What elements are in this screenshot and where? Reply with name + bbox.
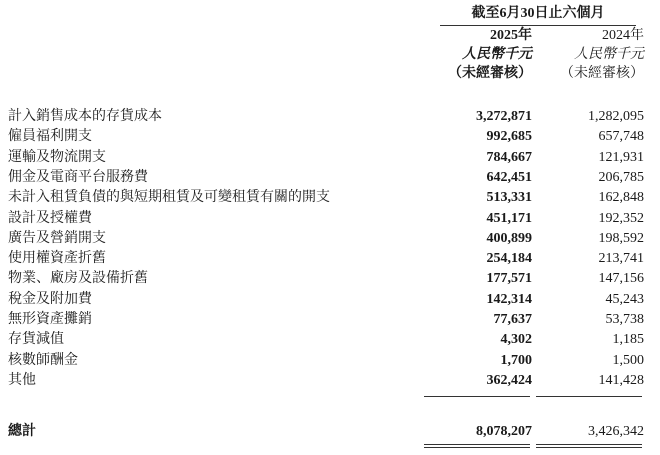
- row-label: 物業、廠房及設備折舊: [8, 271, 148, 286]
- row-label: 核數師酬金: [8, 353, 78, 368]
- year-2024-heading: 2024年: [602, 28, 644, 43]
- row-value-2025: 642,451: [486, 170, 532, 185]
- row-value-2025: 451,171: [486, 211, 532, 226]
- row-value-2024: 1,185: [612, 332, 644, 347]
- row-value-2025: 177,571: [486, 271, 532, 286]
- row-value-2025: 362,424: [486, 373, 532, 388]
- row-value-2025: 784,667: [486, 150, 532, 165]
- total-label: 總計: [8, 424, 36, 439]
- row-value-2024: 147,156: [598, 271, 644, 286]
- total-double-rule-2024-bottom: [536, 447, 642, 448]
- table-row: [0, 269, 660, 289]
- table-row: [0, 290, 660, 310]
- row-value-2024: 198,592: [598, 231, 644, 246]
- total-value-2024: 3,426,342: [588, 424, 644, 439]
- period-heading: 截至6月30日止六個月: [471, 6, 605, 21]
- table-row: [0, 330, 660, 350]
- subtotal-rule-2025: [424, 396, 530, 397]
- table-row: [0, 168, 660, 188]
- row-value-2025: 513,331: [486, 190, 532, 205]
- row-label: 使用權資產折舊: [8, 251, 106, 266]
- row-value-2025: 992,685: [486, 129, 532, 144]
- table-row: [0, 249, 660, 269]
- row-value-2025: 400,899: [486, 231, 532, 246]
- table-row: [0, 148, 660, 168]
- row-value-2024: 162,848: [598, 190, 644, 205]
- row-value-2024: 53,738: [605, 312, 644, 327]
- year-2025-heading: 2025年: [490, 28, 532, 43]
- row-value-2025: 4,302: [500, 332, 532, 347]
- row-value-2025: 3,272,871: [476, 109, 532, 124]
- total-value-2025: 8,078,207: [476, 424, 532, 439]
- row-label: 其他: [8, 373, 36, 388]
- row-label: 廣告及營銷開支: [8, 231, 106, 246]
- row-value-2024: 141,428: [598, 373, 644, 388]
- row-label: 僱員福利開支: [8, 129, 92, 144]
- row-value-2025: 77,637: [493, 312, 532, 327]
- table-row: [0, 209, 660, 229]
- table-row: [0, 229, 660, 249]
- row-label: 未計入租賃負債的與短期租賃及可變租賃有關的開支: [8, 190, 330, 205]
- total-double-rule-2024-top: [536, 444, 642, 445]
- table-row: [0, 351, 660, 371]
- audit-status-2025: （未經審核）: [448, 66, 532, 81]
- table-row: [0, 371, 660, 391]
- table-row: [0, 188, 660, 208]
- period-underline: [440, 25, 636, 26]
- row-label: 無形資產攤銷: [8, 312, 92, 327]
- row-label: 運輸及物流開支: [8, 150, 106, 165]
- table-row: [0, 310, 660, 330]
- row-label: 稅金及附加費: [8, 292, 92, 307]
- row-value-2024: 192,352: [598, 211, 644, 226]
- row-value-2024: 657,748: [598, 129, 644, 144]
- table-row: [0, 127, 660, 147]
- audit-status-2024: （未經審核）: [560, 66, 644, 81]
- table-row: [0, 107, 660, 127]
- row-label: 佣金及電商平台服務費: [8, 170, 148, 185]
- total-double-rule-2025-top: [424, 444, 530, 445]
- total-row: [0, 422, 660, 442]
- row-value-2025: 1,700: [500, 353, 532, 368]
- row-label: 存貨減值: [8, 332, 64, 347]
- row-label: 計入銷售成本的存貨成本: [8, 109, 162, 124]
- row-value-2024: 1,500: [612, 353, 644, 368]
- subtotal-rule-2024: [536, 396, 642, 397]
- row-value-2024: 213,741: [598, 251, 644, 266]
- row-value-2024: 1,282,095: [588, 109, 644, 124]
- total-double-rule-2025-bottom: [424, 447, 530, 448]
- currency-unit-2025: 人民幣千元: [462, 47, 532, 62]
- row-value-2025: 142,314: [486, 292, 532, 307]
- currency-unit-2024: 人民幣千元: [574, 47, 644, 62]
- row-label: 設計及授權費: [8, 211, 92, 226]
- row-value-2024: 121,931: [598, 150, 644, 165]
- row-value-2024: 45,243: [605, 292, 644, 307]
- row-value-2024: 206,785: [598, 170, 644, 185]
- row-value-2025: 254,184: [486, 251, 532, 266]
